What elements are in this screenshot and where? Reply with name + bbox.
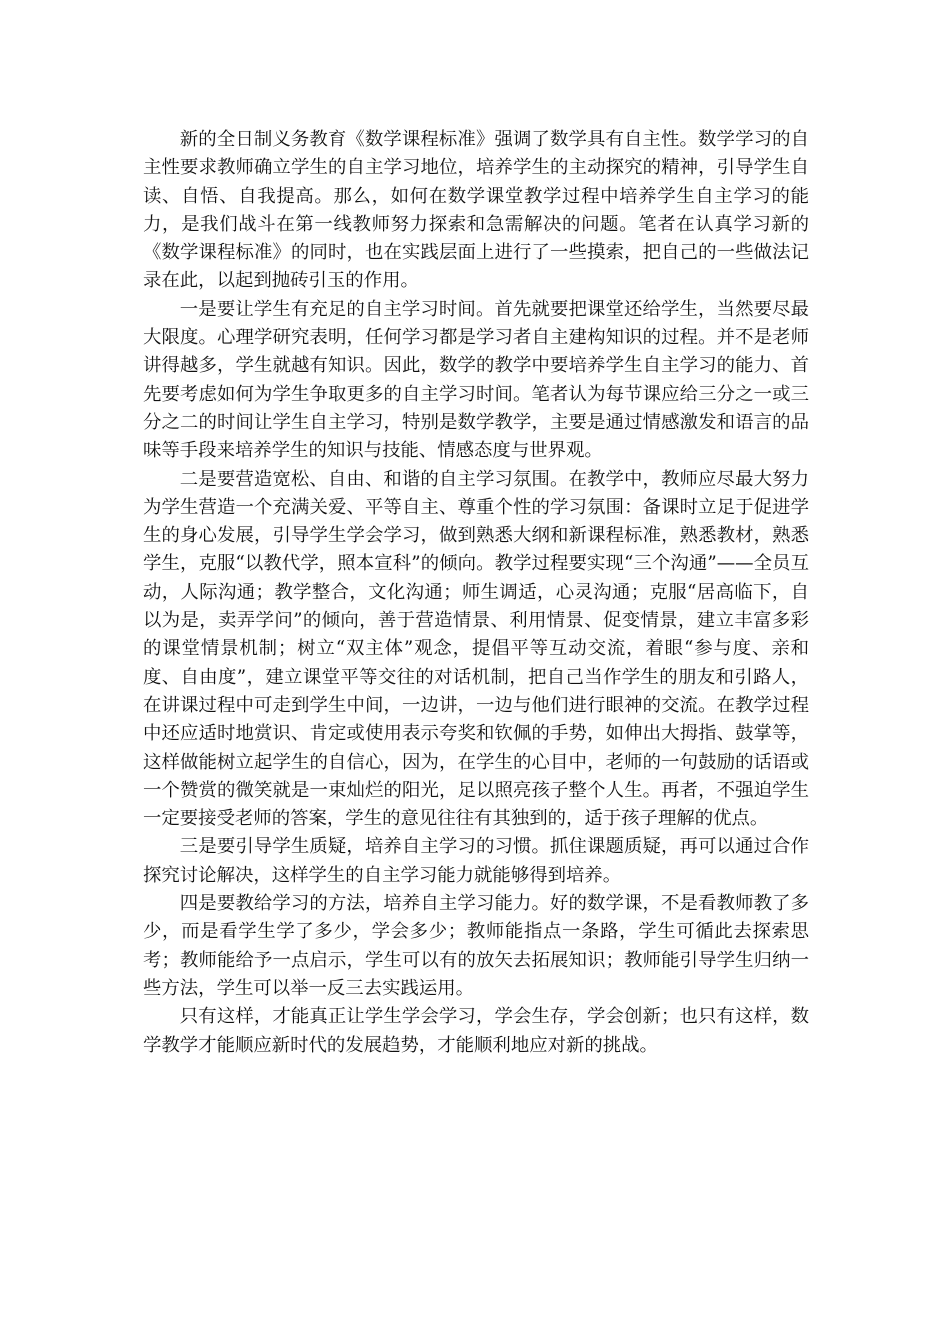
paragraph-point-four: 四是要教给学习的方法，培养自主学习能力。好的数学课，不是看教师教了多少，而是看学生学了多少，学会多少；教师能指点一条路，学生可循此去探索思考；教师能给予一点启示，学生可以有的放矢去拓展知识；教师能引导学生归纳一些方法，学生可以举一反三去实践运用。 [143, 893, 809, 999]
paragraph-point-one: 一是要让学生有充足的自主学习时间。首先就要把课堂还给学生，当然要尽最大限度。心理学研究表明，任何学习都是学习者自主建构知识的过程。并不是老师讲得越多，学生就越有知识。因此，数学的教学中要培养学生自主学习的能力、首先要考虑如何为学生争取更多的自主学习时间。笔者认为每节课应给三分之一或三分之二的时间让学生自主学习，特别是数学教学，主要是通过情感激发和语言的品味等手段来培养学生的知识与技能、情感态度与世界观。 [143, 298, 809, 462]
paragraph-point-three: 三是要引导学生质疑，培养自主学习的习惯。抓住课题质疑，再可以通过合作探究讨论解决，这样学生的自主学习能力就能够得到培养。 [143, 836, 809, 886]
document-body [143, 126, 809, 1060]
paragraph-conclusion: 只有这样，才能真正让学生学会学习，学会生存，学会创新；也只有这样，数学教学才能顺应新时代的发展趋势，才能顺利地应对新的挑战。 [143, 1006, 809, 1056]
paragraph-point-two: 二是要营造宽松、自由、和谐的自主学习氛围。在教学中，教师应尽最大努力为学生营造一个充满关爱、平等自主、尊重个性的学习氛围：备课时立足于促进学生的身心发展，引导学生学会学习，做到熟悉大纲和新课程标准，熟悉教材，熟悉学生，克服“以教代学，照本宣科”的倾向。教学过程要实现“三个沟通”——全员互动，人际沟通；教学整合，文化沟通；师生调适，心灵沟通；克服“居高临下，自以为是，卖弄学问”的倾向，善于营造情景、利用情景、促变情景，建立丰富多彩的课堂情景机制；树立“双主体”观念，提倡平等互动交流，着眼“参与度、亲和度、自由度”，建立课堂平等交往的对话机制，把自己当作学生的朋友和引路人，在讲课过程中可走到学生中间，一边讲，一边与他们进行眼神的交流。在教学过程中还应适时地赏识、肯定或使用表示夸奖和钦佩的手势，如伸出大拇指、鼓掌等，这样做能树立起学生的自信心，因为，在学生的心目中，老师的一句鼓励的话语或一个赞赏的微笑就是一束灿烂的阳光，足以照亮孩子整个人生。再者，不强迫学生一定要接受老师的答案，学生的意见往往有其独到的，适于孩子理解的优点。 [143, 468, 809, 830]
paragraph-intro: 新的全日制义务教育《数学课程标准》强调了数学具有自主性。数学学习的自主性要求教师确立学生的自主学习地位，培养学生的主动探究的精神，引导学生自读、自悟、自我提高。那么，如何在数学课堂教学过程中培养学生自主学习的能力，是我们战斗在第一线教师努力探索和急需解决的问题。笔者在认真学习新的《数学课程标准》的同时，也在实践层面上进行了一些摸索，把自己的一些做法记录在此，以起到抛砖引玉的作用。 [143, 129, 809, 292]
